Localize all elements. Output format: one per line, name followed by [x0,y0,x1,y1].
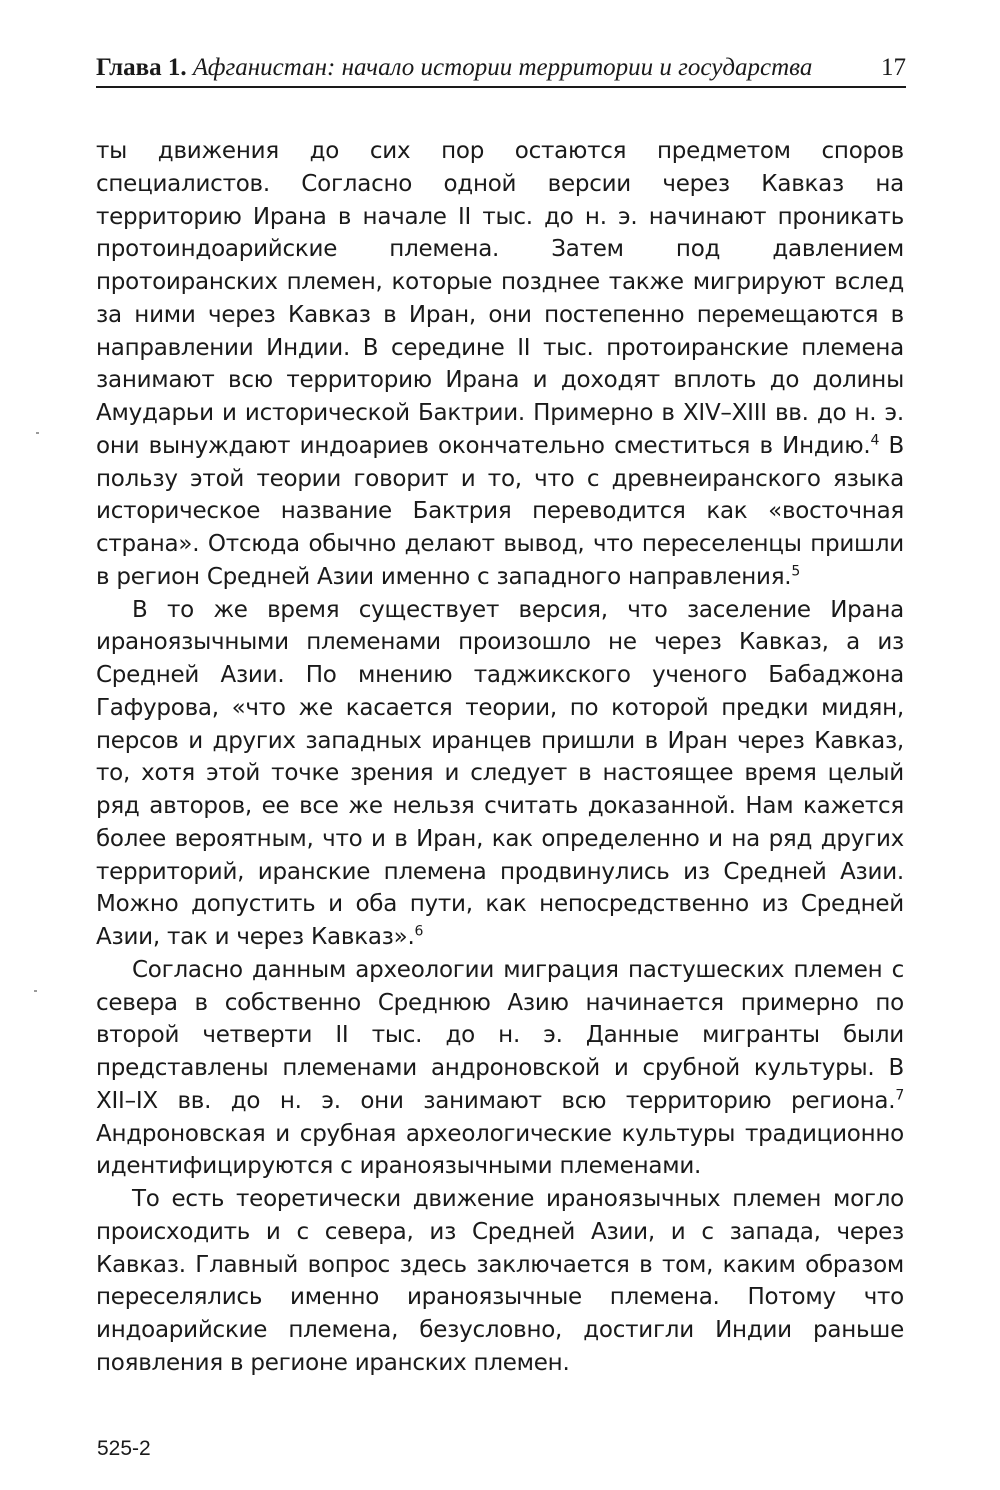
header-chapter-label: Глава 1. [96,54,187,81]
footnote-ref-7: 7 [895,1087,904,1104]
scan-speck [34,990,37,992]
running-header [96,52,906,84]
footnote-ref-6: 6 [414,923,424,940]
page-number: 17 [881,54,906,81]
header-chapter-title: Афганистан: начало истории территории и государства [192,54,813,81]
paragraph-1-text-a: ты движения до сих пор остаются предметом споров специалистов. Согласно одной версии через Кавказ на территорию Ирана в начале II тыс. до н. э. начинают проникать протоиндоарийские племена. Затем под давлением протоиранских племен, которые позднее также мигрируют вслед за ними через Кавказ в Иран, они постепенно перемещаются в направлении Индии. В середине II тыс. протоиранские племена занимают всю территорию Ирана и доходят вплоть до долины Амударьи и исторической Бактрии. Примерно в XIV–XIII вв. до н. э. они вынуждают индоариев окончательно сместиться в Индию. [96,138,904,459]
footnote-ref-5: 5 [791,563,801,580]
paragraph-2 [96,594,904,954]
paragraph-1 [96,135,904,594]
paragraph-1-text-b: В пользу этой теории говорит и то, что с древнеиранского языка историческое название Бактрия переводится как «восточная страна». Отсюда обычно делают вывод, что переселенцы пришли в регион Средней Азии именно с западного направления. [96,432,905,590]
header-rule [96,86,906,88]
body-text [96,135,904,1380]
printer-signature-mark: 525-2 [97,1437,151,1460]
paragraph-4 [96,1183,904,1380]
scan-speck [36,432,39,434]
paragraph-3-text-a: Согласно данным археологии миграция пастушеских племен с севера в собственно Среднюю Азию начинается примерно по второй четверти II тыс. до н. э. Данные мигранты были представлены племенами андроновской и срубной культуры. В XII–IX вв. до н. э. они занимают всю территорию региона. [96,956,904,1114]
paragraph-3-text-b: Андроновская и срубная археологические культуры традиционно идентифицируются с ираноязычными племенами. [96,1120,904,1180]
paragraph-3 [96,954,904,1183]
paragraph-4-text: То есть теоретически движение ираноязычных племен могло происходить и с севера, из Средней Азии, и с запада, через Кавказ. Главный вопрос здесь заключается в том, каким образом переселялись именно ираноязычные племена. Потому что индоарийские племена, безусловно, достигли Индии раньше появления в регионе иранских племен. [96,1186,904,1376]
paragraph-2-text: В то же время существует версия, что заселение Ирана ираноязычными племенами произошло не через Кавказ, а из Средней Азии. По мнению таджикского ученого Бабаджона Гафурова, «что же касается теории, по которой предки мидян, персов и других западных иранцев пришли в Иран через Кавказ, то, хотя этой точке зрения и следует в настоящее время целый ряд авторов, ее все же нельзя считать доказанной. Нам кажется более вероятным, что и в Иран, как определенно и на ряд других территорий, иранские племена продвинулись из Средней Азии. Можно допустить и оба пути, как непосредственно из Средней Азии, так и через Кавказ». [96,596,904,950]
footnote-ref-4: 4 [870,432,880,449]
